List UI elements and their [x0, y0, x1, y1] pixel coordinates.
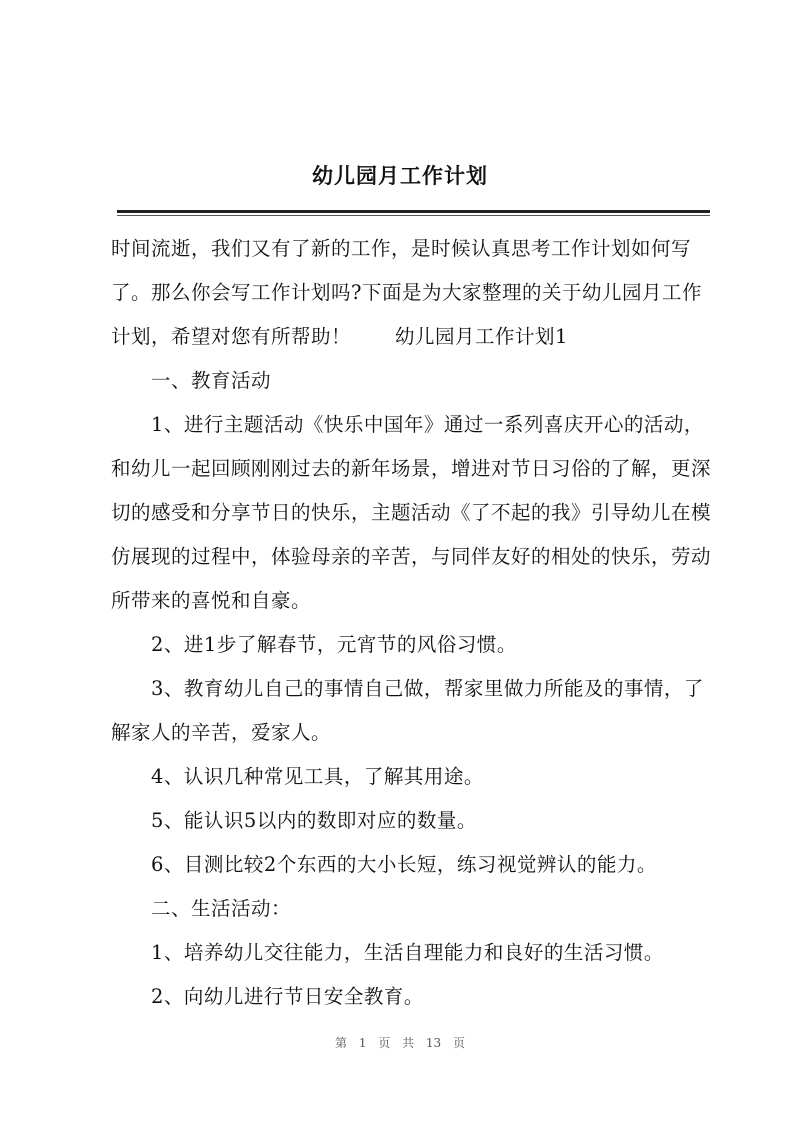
intro-paragraph: [111, 227, 711, 359]
title-divider: [117, 210, 710, 213]
section2-item: 2、向幼儿进行节日安全教育。: [151, 985, 424, 1008]
title-divider-thin: [117, 215, 710, 216]
section1-heading: 一、教育活动: [151, 369, 272, 392]
section2-heading: 二、生活活动：: [151, 897, 292, 920]
section1-item: 1、进行主题活动《快乐中国年》通过一系列喜庆开心的活动，和幼儿一起回顾刚刚过去的新年场景，增进对节日习俗的了解，更深切的感受和分享节日的快乐，主题活动《了不起的我》引导幼儿在模仿展现的过程中，体验母亲的辛苦，与同伴友好的相处的快乐，劳动所带来的喜悦和自豪。: [111, 413, 712, 612]
section1-item: 3、教育幼儿自己的事情自己做，帮家里做力所能及的事情，了解家人的辛苦，爱家人。: [111, 677, 704, 744]
section1-item: 2、进1步了解春节，元宵节的风俗习惯。: [151, 633, 517, 656]
page-title: 幼儿园月工作计划: [312, 164, 488, 188]
section1-item: 6、目测比较2个东西的大小长短，练习视觉辨认的能力。: [151, 853, 657, 876]
section2-item: 1、培养幼儿交往能力，生活自理能力和良好的生活习惯。: [151, 941, 664, 964]
intro-text: 时间流逝，我们又有了新的工作，是时候认真思考工作计划如何写了。那么你会写工作计划吗?下面是为大家整理的关于幼儿园月工作计划，希望对您有所帮助！: [111, 237, 702, 348]
section1-item: 4、认识几种常见工具，了解其用途。: [151, 765, 484, 788]
page-footer: 第 1 页 共 13 页: [335, 1036, 465, 1050]
document-body: [111, 227, 711, 1019]
section1-item: 5、能认识5以内的数即对应的数量。: [151, 809, 477, 832]
inline-heading: 幼儿园月工作计划1: [395, 325, 568, 348]
